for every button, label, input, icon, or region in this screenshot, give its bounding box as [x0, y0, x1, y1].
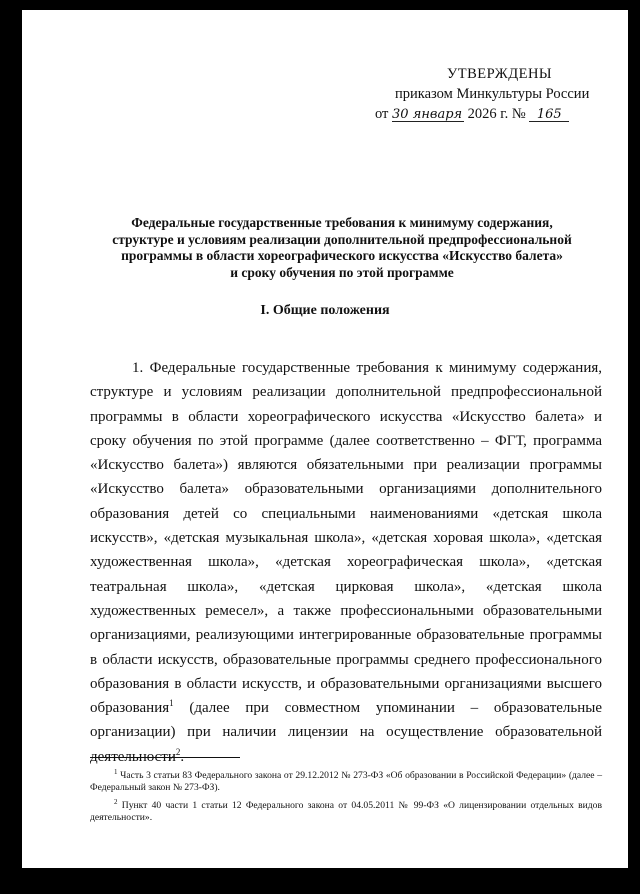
paragraph-text-b: (далее при совместном упоминании – образовательные организации) при наличии лицензии на осуществление образовательной деятельности	[90, 700, 602, 765]
title-line: программы в области хореографического искусства «Искусство балета»	[121, 248, 563, 263]
footnote-ref-2: 2	[175, 746, 181, 757]
body-text	[90, 356, 602, 769]
title-line: и сроку обучения по этой программе	[230, 264, 454, 280]
document-page	[22, 10, 628, 868]
title-line: Федеральные государственные требования к минимуму содержания,	[131, 215, 553, 230]
title-line: структуре и условиям реализации дополнительной предпрофессиональной	[112, 231, 572, 247]
document-title	[102, 215, 582, 281]
footnotes	[90, 766, 602, 826]
footnote-divider	[90, 757, 240, 758]
paragraph-1	[90, 356, 602, 769]
footnote-mark: 2	[114, 798, 118, 807]
footnote-text: Пункт 40 части 1 статьи 12 Федерального закона от 04.05.2011 № 99-ФЗ «О лицензировании отдельных видов деятельности».	[90, 800, 603, 824]
footnote-ref-1: 1	[169, 698, 174, 709]
footnote-1	[90, 766, 602, 794]
handwritten-number: 165	[529, 108, 569, 122]
approval-from: от	[375, 106, 389, 122]
footnote-text: Часть 3 статьи 83 Федерального закона от 29.12.2012 № 273-ФЗ «Об образовании в Российской Федерации» (далее – Федеральный закон № 273-ФЗ).	[90, 770, 602, 794]
paragraph-text-c: .	[180, 748, 185, 765]
footnote-2	[90, 796, 602, 824]
approval-block	[375, 64, 589, 124]
approval-year: 2026 г. №	[467, 106, 526, 122]
footnote-mark: 1	[114, 768, 118, 776]
handwritten-date: 30 января	[392, 107, 463, 122]
paragraph-text-a: 1. Федеральные государственные требования к минимуму содержания, структуре и условиям реализации дополнительной предпрофессиональной программы в области хореографического искусства «Искусство балета» и сроку обучения по этой программе (далее соответственно – ФГТ, программа «Искусство балета») являются обязательными при реализации программы «Искусство балета» образовательными организациями дополнительного образования детей со специальными наименованиями «детская школа искусств», «детская музыкальная школа», «детская хоровая школа», «детская художественная школа», «детская хореографическая школа», «детская театральная школа», «детская цирковая школа», «детская школа художественных ремесел», а также профессиональными образовательными организациями, реализующими интегрированные образовательные программы в области искусств, образовательные программы среднего профессионального образования в области искусств, и образовательными организациями высшего образования	[90, 360, 602, 717]
approval-date-line	[375, 104, 589, 124]
section-heading: I. Общие положения	[260, 303, 390, 318]
approval-heading: УТВЕРЖДЕНЫ	[447, 66, 553, 82]
approval-order: приказом Минкультуры России	[395, 86, 590, 102]
